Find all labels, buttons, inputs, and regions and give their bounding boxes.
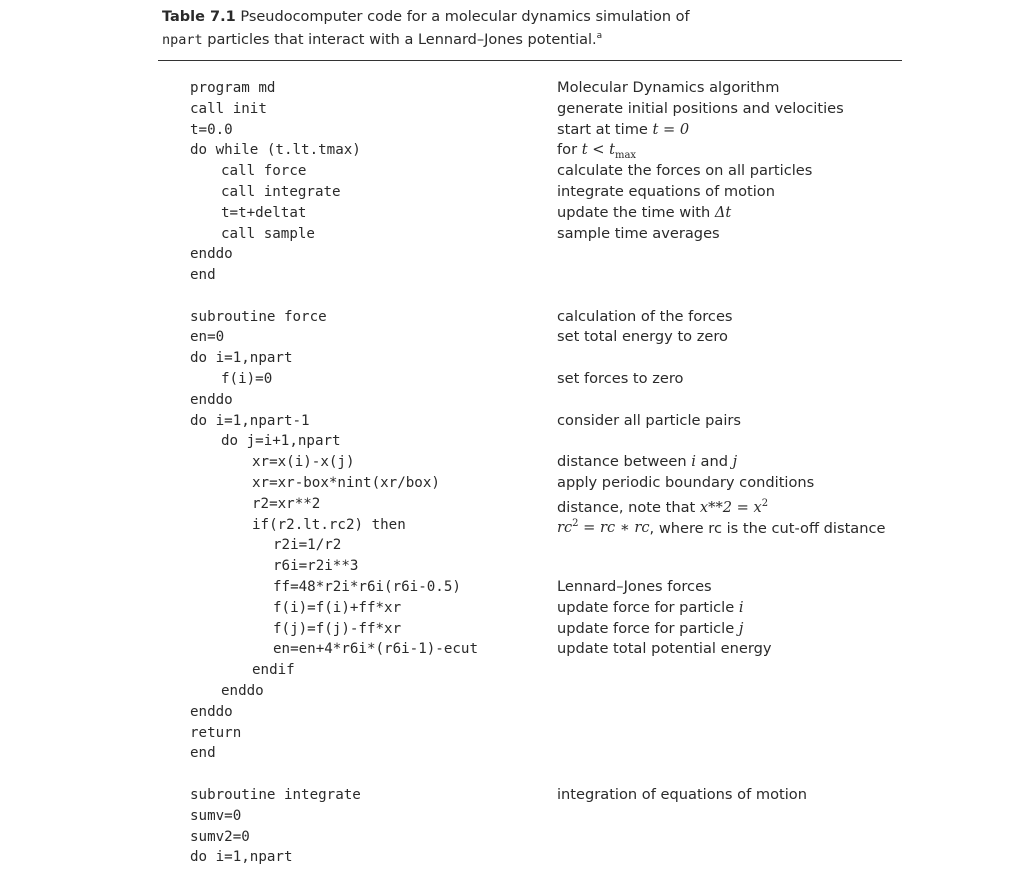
code-line: do i=1,npart <box>190 350 293 367</box>
comment-text: apply periodic boundary conditions <box>557 474 815 491</box>
code-line: end <box>190 267 216 284</box>
table-row <box>0 224 1024 245</box>
comment-text: generate initial positions and velocities <box>557 99 844 117</box>
code-line: f(j)=f(j)-ff*xr <box>273 620 402 637</box>
math-delta-t: Δt <box>714 203 732 221</box>
code-line: if(r2.lt.rc2) then <box>252 516 406 533</box>
math-rc2: $rc^2$ = rc ∗ rc <box>557 518 650 537</box>
table-row <box>0 827 1024 848</box>
code-line: enddo <box>190 391 233 408</box>
table-row <box>0 411 1024 432</box>
caption-line-1: Pseudocomputer code for a molecular dynamics simulation of <box>235 9 690 25</box>
math-x-squared: $x**2 = x^2$ <box>699 497 769 516</box>
code-line: endif <box>252 662 295 679</box>
table-row <box>0 806 1024 827</box>
comment-text: sample time averages <box>557 224 720 242</box>
table-row <box>0 702 1024 723</box>
code-line: return <box>190 724 242 741</box>
code-line: subroutine integrate <box>190 787 361 803</box>
table-row <box>0 307 1024 328</box>
table-label: Table 7.1 <box>162 9 236 25</box>
code-line: enddo <box>221 683 264 699</box>
caption-npart: npart <box>162 31 203 48</box>
table-row <box>0 743 1024 764</box>
code-line: t=t+deltat <box>221 204 307 221</box>
comment-text: distance between i and j <box>557 453 738 471</box>
comment-text: set forces to zero <box>557 370 684 387</box>
table-row <box>0 161 1024 182</box>
comment-text: integrate equations of motion <box>557 183 775 200</box>
table-row <box>0 723 1024 744</box>
table-row <box>0 390 1024 411</box>
table-row <box>0 785 1024 806</box>
code-line: en=0 <box>190 329 225 346</box>
table-row <box>0 244 1024 265</box>
code-line: r2=xr**2 <box>252 495 321 512</box>
table-row <box>0 120 1024 141</box>
code-line: call integrate <box>221 184 341 200</box>
code-line: t=0.0 <box>190 121 233 138</box>
table-row <box>0 265 1024 286</box>
code-line: do while (t.lt.tmax) <box>190 142 361 159</box>
table-top-rule <box>158 60 902 61</box>
comment-text: calculation of the forces <box>557 307 733 325</box>
comment-text: set total energy to zero <box>557 328 728 346</box>
table-row <box>0 619 1024 640</box>
code-line: en=en+4*r6i*(r6i-1)-ecut <box>273 641 478 658</box>
table-row <box>0 681 1024 702</box>
table-row <box>0 660 1024 681</box>
table-row <box>0 182 1024 203</box>
code-line: enddo <box>190 246 233 263</box>
code-line: call sample <box>221 225 315 242</box>
table-row <box>0 431 1024 452</box>
code-line: f(i)=0 <box>221 371 273 387</box>
table-row <box>0 473 1024 494</box>
caption-line-2: particles that interact with a Lennard–Jones potential. <box>202 31 597 48</box>
comment-text: integration of equations of motion <box>557 786 807 803</box>
comment-text: distance, note that $x**2 = x^2$ <box>557 497 769 516</box>
comment-text: $rc^2$ = rc ∗ rc, where rc is the cut-off distance <box>557 518 886 537</box>
table-row <box>0 598 1024 619</box>
comment-text: update force for particle i <box>557 598 744 616</box>
math-t-lt-tmax: $t < t_{max}$ <box>581 141 637 162</box>
code-line: call force <box>221 163 307 180</box>
table-row <box>0 203 1024 224</box>
code-line: do i=1,npart-1 <box>190 412 310 429</box>
table-row <box>0 577 1024 598</box>
table-row <box>0 847 1024 868</box>
table-row <box>0 639 1024 660</box>
code-line: sumv=0 <box>190 807 242 824</box>
table-row <box>0 556 1024 577</box>
comment-text: calculate the forces on all particles <box>557 162 813 180</box>
comment-text: start at time t = 0 <box>557 120 690 138</box>
table-row <box>0 452 1024 473</box>
code-line: ff=48*r2i*r6i(r6i-0.5) <box>273 579 461 595</box>
table-row <box>0 78 1024 99</box>
comment-text: consider all particle pairs <box>557 411 741 429</box>
comment-text: Lennard–Jones forces <box>557 578 712 595</box>
table-caption <box>162 8 922 50</box>
table-row <box>0 535 1024 556</box>
code-line: call init <box>190 100 267 117</box>
code-line: f(i)=f(i)+ff*xr <box>273 599 402 616</box>
code-line: subroutine force <box>190 308 327 325</box>
comment-text: update total potential energy <box>557 640 772 658</box>
code-line: enddo <box>190 703 233 720</box>
table-row <box>0 327 1024 348</box>
table-row <box>0 99 1024 120</box>
code-line: xr=xr-box*nint(xr/box) <box>252 475 440 491</box>
table-row <box>0 348 1024 369</box>
comment-text: for $t < t_{max}$ <box>557 141 637 162</box>
code-line: do i=1,npart <box>190 849 293 866</box>
comment-text: Molecular Dynamics algorithm <box>557 79 780 96</box>
comment-text: update force for particle j <box>557 619 744 637</box>
footnote-mark: a <box>596 31 603 41</box>
table-row <box>0 140 1024 161</box>
comment-text: update the time with Δt <box>557 203 732 221</box>
code-line: program md <box>190 80 276 96</box>
math-t-eq-0: t = 0 <box>652 120 690 138</box>
code-line: end <box>190 745 216 762</box>
table-row <box>0 494 1024 515</box>
table-row <box>0 369 1024 390</box>
code-line: do j=i+1,npart <box>221 433 341 450</box>
code-line: r2i=1/r2 <box>273 537 342 554</box>
table-row <box>0 515 1024 536</box>
code-line: xr=x(i)-x(j) <box>252 454 355 471</box>
code-line: sumv2=0 <box>190 828 250 845</box>
code-line: r6i=r2i**3 <box>273 558 359 575</box>
